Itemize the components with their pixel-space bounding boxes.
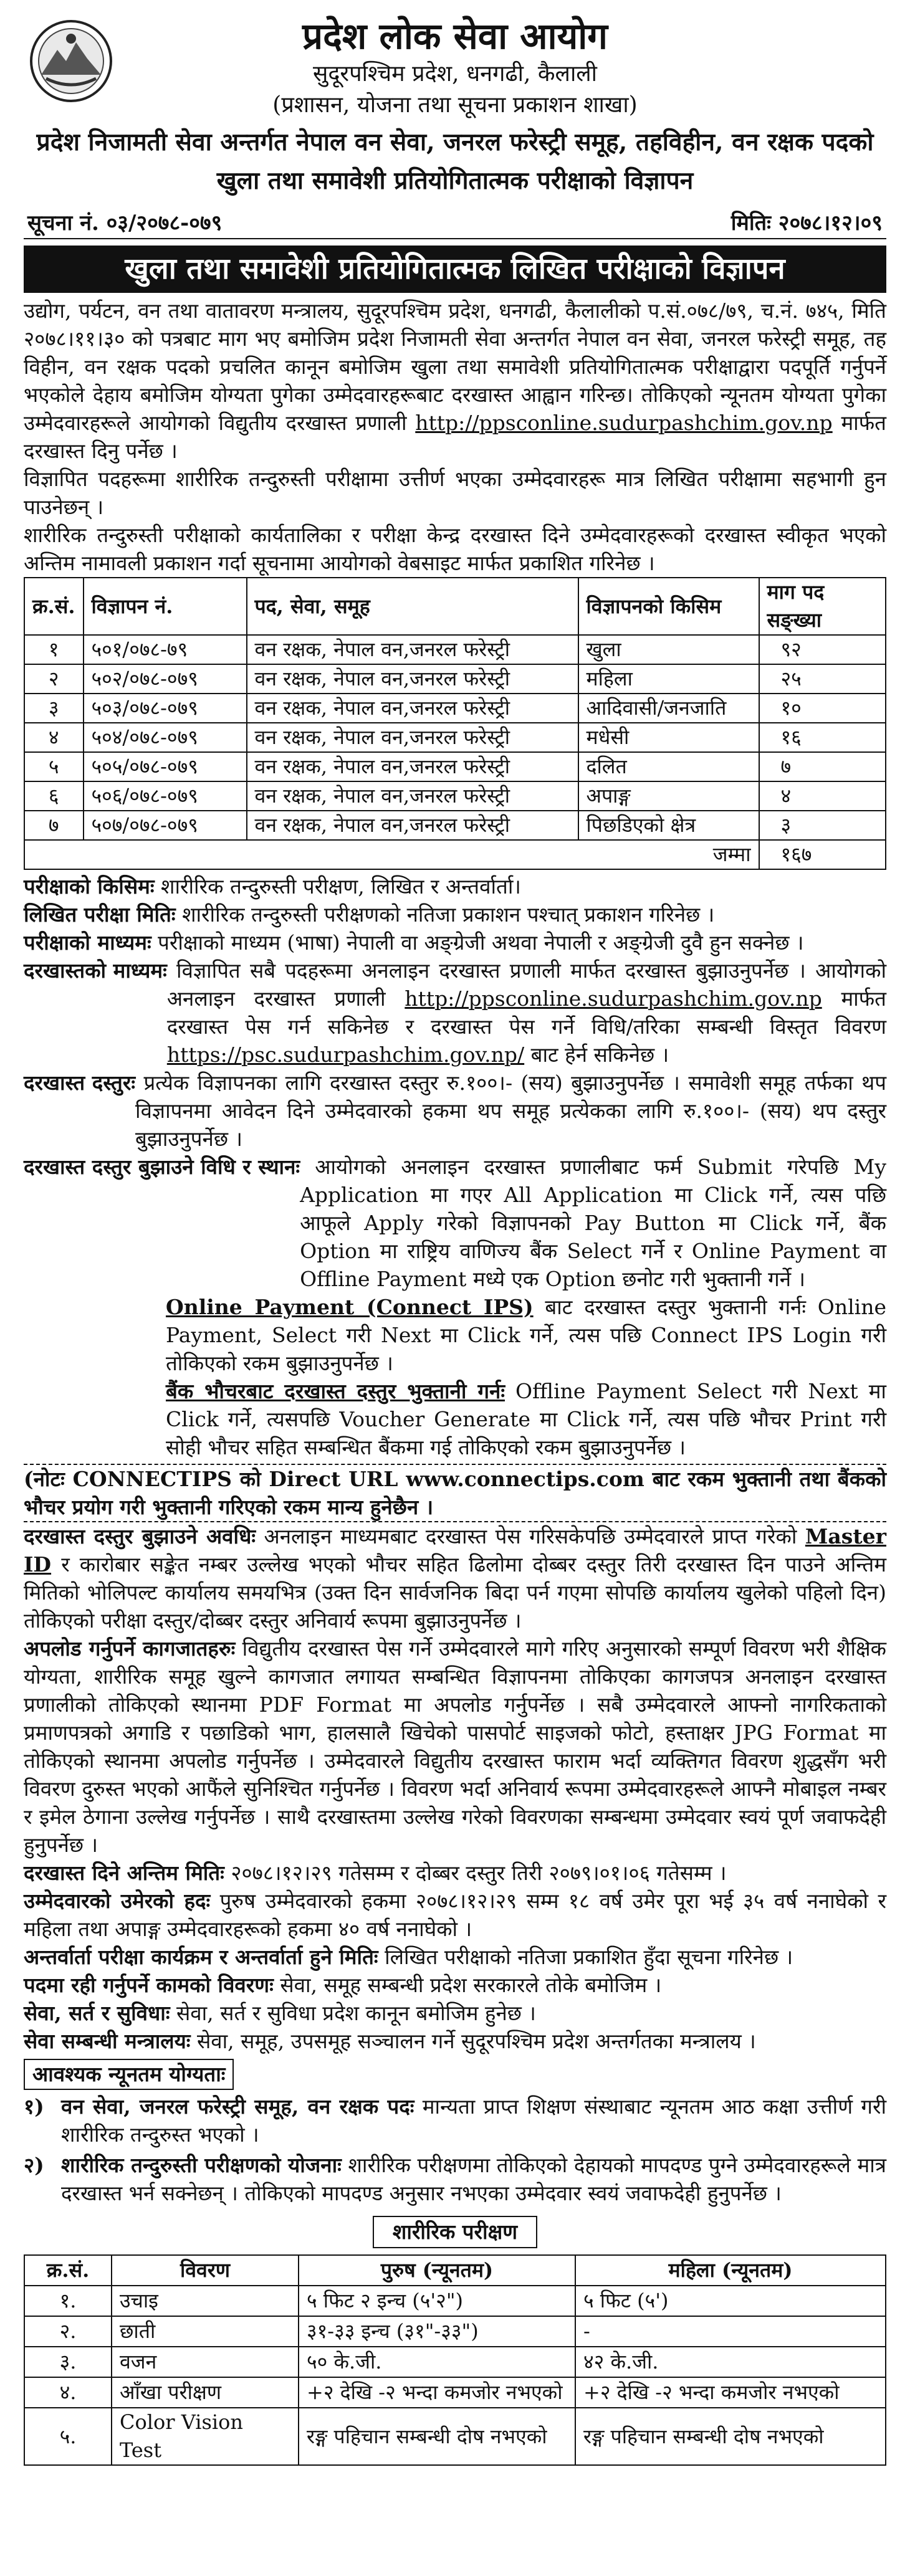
org-title: प्रदेश लोक सेवा आयोग <box>302 15 608 57</box>
fee-period: दरखास्त दस्तुर बुझाउने अवधिः अनलाइन माध्यमबाट दरखास्त पेस गरिसकेपछि उम्मेदवारले प्राप्त गरेको Master ID र कारोबार सङ्केत नम्बर उल्लेख भएको भौचर सहित ढिलोमा दोब्बर दस्तुर तिरी दरखास्त दिन पाउने अन्तिम मितिको भोलिपल्ट कार्यालय समयभित्र (उक्त दिन सार्वजनिक बिदा पर्न गएमा सोपछि कार्यालय खुलेको पहिलो दिन) तोकिएको परीक्षा दस्तुर/दोब्बर दस्तुर अनिवार्य रूपमा बुझाउनुपर्नेछ । <box>24 1524 886 1633</box>
org-branch: (प्रशासन, योजना तथा सूचना प्रकाशन शाखा) <box>272 92 638 118</box>
vacancy-cell: २५ <box>759 664 886 694</box>
physical-cell: ३१-३३ इन्च (३१"-३३") <box>299 2316 575 2347</box>
vacancy-cell: ५०७/०७८-०७९ <box>84 811 247 840</box>
vacancy-cell: ९२ <box>759 635 886 664</box>
physical-cell: +२ देखि -२ भन्दा कमजोर नभएको <box>299 2377 575 2408</box>
physical-cell: २. <box>24 2316 112 2347</box>
physical-cell: ५ फिट (५') <box>575 2286 886 2316</box>
col-header: क्र.सं. <box>24 2255 112 2286</box>
col-header: माग पद सङ्ख्या <box>759 578 886 635</box>
exam-medium: परीक्षाको माध्यमः परीक्षाको माध्यम (भाषा) नेपाली वा अङ्ग्रेजी अथवा नेपाली र अङ्ग्रेजी दुवै हुन सक्नेछ । <box>24 930 804 955</box>
vacancy-cell: वन रक्षक, नेपाल वन,जनरल फरेस्ट्री <box>247 752 578 781</box>
physical-cell: ५. <box>24 2408 112 2465</box>
vacancy-row <box>24 723 886 752</box>
col-header: महिला (न्यूनतम) <box>575 2255 886 2286</box>
physical-cell: ५० के.जी. <box>299 2347 575 2377</box>
fee-method: दरखास्त दस्तुर बुझाउने विधि र स्थानः आयोगको अनलाइन दरखास्त प्रणालीबाट फर्म Submit गरेपछि My Application मा गएर All Application मा Click गर्ने, त्यस पछि आफूले Apply गरेको विज्ञापनको Pay Button मा Click गर्ने, बैंक Option मा राष्ट्रिय वाणिज्य बैंक Select गर्ने र Online Payment वा Offline Payment मध्ये एक Option छनोट गरी भुक्तानी गर्ने । <box>24 1155 886 1291</box>
vacancy-cell: पिछडिएको क्षेत्र <box>578 811 759 840</box>
physical-cell: उचाइ <box>112 2286 299 2316</box>
physical-test-title: शारीरिक परीक्षण <box>24 2216 886 2248</box>
intro-para-2: विज्ञापित पदहरूमा शारीरिक तन्दुरुस्ती परीक्षामा उत्तीर्ण भएका उम्मेदवारहरू मात्र लिखित परीक्षामा सहभागी हुन पाउनेछन् । <box>24 467 886 519</box>
vacancy-cell: ४ <box>24 723 84 752</box>
interview: अन्तर्वार्ता परीक्षा कार्यक्रम र अन्तर्वार्ता हुने मितिः लिखित परीक्षाको नतिजा प्रकाशित हुँदा सूचना गरिनेछ । <box>24 1945 793 1969</box>
vacancy-cell: १६ <box>759 723 886 752</box>
vacancy-cell: ३ <box>24 694 84 723</box>
vacancy-cell: आदिवासी/जनजाति <box>578 694 759 723</box>
payment-note: (नोटः CONNECTIPS को Direct URL www.connectips.com बाट रकम भुक्तानी तथा बैंकको भौचर प्रयोग गरी भुक्तानी गरिएको रकम मान्य हुनेछैन । <box>24 1464 886 1522</box>
vacancy-row <box>24 811 886 840</box>
vacancy-cell: वन रक्षक, नेपाल वन,जनरल फरेस्ट्री <box>247 635 578 664</box>
vacancy-row <box>24 664 886 694</box>
deadline: दरखास्त दिने अन्तिम मितिः २०७८।१२।२९ गतेसम्म र दोब्बर दस्तुर तिरी २०७९।०१।०६ गतेसम्म । <box>24 1861 727 1885</box>
ad-title-line2: खुला तथा समावेशी प्रतियोगितात्मक परीक्षाको विज्ञापन <box>216 166 694 195</box>
vacancy-row <box>24 635 886 664</box>
vacancy-cell: ५०३/०७८-०७९ <box>84 694 247 723</box>
vacancy-header-row <box>24 578 886 635</box>
exam-type: परीक्षाको किसिमः शारीरिक तन्दुरुस्ती परीक्षण, लिखित र अन्तर्वार्ता। <box>24 874 521 899</box>
physical-cell: +२ देखि -२ भन्दा कमजोर नभएको <box>575 2377 886 2408</box>
vacancy-table <box>24 577 886 870</box>
intro-para-1: उद्योग, पर्यटन, वन तथा वातावरण मन्त्रालय, सुदूरपश्चिम प्रदेश, धनगढी, कैलालीको प.सं.०७८/७९, च.नं. ७४५, मिति २०७८।११।३० को पत्रबाट माग भए बमोजिम प्रदेश निजामती सेवा अन्तर्गत नेपाल वन सेवा, जनरल फरेस्ट्री समूह, तह विहीन, वन रक्षक पदको प्रचलित कानून बमोजिम खुला तथा समावेशी प्रतियोगितात्मक परीक्षाद्वारा पदपूर्ति गर्नुपर्ने भएकोले देहाय बमोजिम योग्यता पुगेका उम्मेदवारहरूबाट दरखास्त आह्वान गरिन्छ। तोकिएको न्यूनतम योग्यता पुगेका उम्मेदवारहरूले आयोगको विद्युतीय दरखास्त प्रणाली http://ppsconline.sudurpashchim.gov.np मार्फत दरखास्त दिनु पर्नेछ । <box>24 298 886 463</box>
written-date: लिखित परीक्षा मितिः शारीरिक तन्दुरुस्ती परीक्षणको नतिजा प्रकाशन पश्चात् प्रकाशन गरिनेछ । <box>24 902 715 927</box>
physical-row <box>24 2286 886 2316</box>
voucher-payment: बैंक भौचरबाट दरखास्त दस्तुर भुक्तानी गर्नः Offline Payment Select गरी Next मा Click गर्ने, त्यसपछि Voucher Generate मा Click गर्ने, त्यस पछि भौचर Print गरी सोही भौचर सहित सम्बन्धित बैंकमा गई तोकिएको रकम बुझाउनुपर्नेछ । <box>166 1379 886 1459</box>
physical-cell: वजन <box>112 2347 299 2377</box>
vacancy-cell: १० <box>759 694 886 723</box>
duties: पदमा रही गर्नुपर्ने कामको विवरणः सेवा, समूह सम्बन्धी प्रदेश सरकारले तोके बमोजिम । <box>24 1973 662 1997</box>
vacancy-cell: वन रक्षक, नेपाल वन,जनरल फरेस्ट्री <box>247 664 578 694</box>
vacancy-cell: ५०१/०७८-७९ <box>84 635 247 664</box>
physical-row <box>24 2377 886 2408</box>
ministry: सेवा सम्बन्धी मन्त्रालयः सेवा, समूह, उपसमूह सञ्चालन गर्ने सुदूरपश्चिम प्रदेश अन्तर्गतका मन्त्रालय । <box>24 2029 756 2053</box>
physical-cell: रङ्ग पहिचान सम्बन्धी दोष नभएको <box>575 2408 886 2465</box>
physical-cell: ५ फिट २ इन्च (५'२") <box>299 2286 575 2316</box>
vacancy-cell: ७ <box>759 752 886 781</box>
physical-cell: Color Vision Test <box>112 2408 299 2465</box>
vacancy-cell: ५०५/०७८-०७९ <box>84 752 247 781</box>
vacancy-cell: ४ <box>759 781 886 811</box>
ad-title-line1: प्रदेश निजामती सेवा अन्तर्गत नेपाल वन सेवा, जनरल फरेस्ट्री समूह, तहविहीन, वन रक्षक पदको <box>36 128 874 156</box>
vacancy-cell: ५०४/०७८-०७९ <box>84 723 247 752</box>
col-header: विज्ञापनको किसिम <box>578 578 759 635</box>
vacancy-cell: ६ <box>24 781 84 811</box>
vacancy-cell: मधेसी <box>578 723 759 752</box>
col-header: विवरण <box>112 2255 299 2286</box>
col-header: क्र.सं. <box>24 578 84 635</box>
physical-row <box>24 2347 886 2377</box>
total-label: जम्मा <box>24 840 759 869</box>
vacancy-cell: दलित <box>578 752 759 781</box>
online-portal-link-2[interactable]: http://ppsconline.sudurpashchim.gov.np <box>405 986 822 1011</box>
vacancy-cell: २ <box>24 664 84 694</box>
details <box>24 872 886 2055</box>
vacancy-cell: वन रक्षक, नेपाल वन,जनरल फरेस्ट्री <box>247 811 578 840</box>
physical-cell: - <box>575 2316 886 2347</box>
qualification-item: २) शारीरिक तन्दुरुस्ती परीक्षणको योजनाः शारीरिक परीक्षणमा तोकिएको देहायको मापदण्ड पुग्ने उम्मेदवारहरूले मात्र दरखास्त भर्न सक्नेछन् । तोकिएको मापदण्ड अनुसार नभएका उम्मेदवार स्वयं जवाफदेही हुनुपर्नेछ । <box>24 2153 886 2205</box>
vacancy-cell: महिला <box>578 664 759 694</box>
government-emblem-icon <box>27 17 115 105</box>
vacancy-cell: ७ <box>24 811 84 840</box>
vacancy-cell: वन रक्षक, नेपाल वन,जनरल फरेस्ट्री <box>247 723 578 752</box>
col-header: पुरुष (न्यूनतम) <box>299 2255 575 2286</box>
vacancy-cell: ३ <box>759 811 886 840</box>
psc-website-link[interactable]: https://psc.sudurpashchim.gov.np/ <box>166 1042 525 1067</box>
col-header: विज्ञापन नं. <box>84 578 247 635</box>
col-header: पद, सेवा, समूह <box>247 578 578 635</box>
vacancy-row <box>24 694 886 723</box>
physical-cell: रङ्ग पहिचान सम्बन्धी दोष नभएको <box>299 2408 575 2465</box>
physical-cell: ४. <box>24 2377 112 2408</box>
physical-cell: आँखा परीक्षण <box>112 2377 299 2408</box>
org-address: सुदूरपश्चिम प्रदेश, धनगढी, कैलाली <box>312 61 598 87</box>
intro <box>24 297 886 577</box>
physical-cell: ४२ के.जी. <box>575 2347 886 2377</box>
vacancy-cell: अपाङ्ग <box>578 781 759 811</box>
physical-test-table <box>24 2254 886 2466</box>
physical-row <box>24 2408 886 2465</box>
application-medium: दरखास्तको माध्यमः विज्ञापित सबै पदहरूमा अनलाइन दरखास्त प्रणाली मार्फत दरखास्त बुझाउनुपर्नेछ । आयोगको अनलाइन दरखास्त प्रणाली http://ppsconline.sudurpashchim.gov.np मार्फत दरखास्त पेस गर्न सकिनेछ र दरखास्त पेस गर्ने विधि/तरिका सम्बन्धी विस्तृत विवरण https://psc.sudurpashchim.gov.np/ बाट हेर्न सकिनेछ । <box>24 958 887 1067</box>
vacancy-cell: ५ <box>24 752 84 781</box>
header <box>24 14 886 208</box>
vacancy-cell: वन रक्षक, नेपाल वन,जनरल फरेस्ट्री <box>247 781 578 811</box>
vacancy-cell: खुला <box>578 635 759 664</box>
vacancy-cell: वन रक्षक, नेपाल वन,जनरल फरेस्ट्री <box>247 694 578 723</box>
age-limit: उम्मेदवारको उमेरको हदः पुरुष उम्मेदवारको हकमा २०७८।१२।२९ सम्म १८ वर्ष उमेर पूरा भई ३५ वर्ष ननाघेको र महिला तथा अपाङ्ग उम्मेदवारहरूको हकमा ४० वर्ष ननाघेको । <box>24 1889 886 1941</box>
service-terms: सेवा, सर्त र सुविधाः सेवा, सर्त र सुविधा प्रदेश कानून बमोजिम हुनेछ । <box>24 2001 536 2025</box>
qualification-item: १) वन सेवा, जनरल फरेस्ट्री समूह, वन रक्षक पदः मान्यता प्राप्त शिक्षण संस्थाबाट न्यूनतम आठ कक्षा उत्तीर्ण गरी शारीरिक तन्दुरुस्त भएको । <box>24 2094 887 2147</box>
vacancy-cell: ५०६/०७८-०७९ <box>84 781 247 811</box>
upload-documents: अपलोड गर्नुपर्ने कागजातहरुः विद्युतीय दरखास्त पेस गर्ने उम्मेदवारले मागे गरिए अनुसारको सम्पूर्ण विवरण भरी शैक्षिक योग्यता, शारीरिक समूह खुल्ने कागजात लगायत सम्बन्धित विज्ञापनमा तोकिएका कागजपत्र अनलाइन दरखास्त प्रणालीको तोकिएको स्थानमा PDF Format मा अपलोड गर्नुपर्नेछ । सबै उम्मेदवारले आफ्नो नागरिकताको प्रमाणपत्रको अगाडि र पछाडिको भाग, हालसालै खिचेको पासपोर्ट साइजको फोटो, हस्ताक्षर JPG Format मा तोकिएको स्थानमा अपलोड गर्नुपर्नेछ । उम्मेदवारले विद्युतीय दरखास्त फाराम भर्दा व्यक्तिगत विवरण शुद्धसँग भरी विवरण दुरुस्त भएको आफैंले सुनिश्चित गर्नुपर्नेछ । विवरण भर्दा अनिवार्य रूपमा उम्मेदवारहरूले आफ्नै मोबाइल नम्बर र इमेल ठेगाना उल्लेख गर्नुपर्नेछ । साथै दरखास्तमा उल्लेख गरेको विवरणका सम्बन्धमा उम्मेदवार स्वयं पूर्ण जवाफदेही हुनुपर्नेछ । <box>24 1636 886 1857</box>
physical-cell: छाती <box>112 2316 299 2347</box>
vacancy-cell: ५०२/०७८-०७९ <box>84 664 247 694</box>
physical-row <box>24 2316 886 2347</box>
intro-para-3: शारीरिक तन्दुरुस्ती परीक्षाको कार्यतालिका र परीक्षा केन्द्र दरखास्त दिने उम्मेदवारहरूको दरखास्त स्वीकृत भएको अन्तिम नामावली प्रकाशन गर्दा सूचनामा आयोगको वेबसाइट मार्फत प्रकाशित गरिनेछ । <box>24 523 886 575</box>
vacancy-total-row <box>24 840 886 869</box>
physical-header-row <box>24 2255 886 2286</box>
online-payment: Online Payment (Connect IPS) बाट दरखास्त दस्तुर भुक्तानी गर्नः Online Payment, Select गरी Next मा Click गर्ने, त्यस पछि Connect IPS Login गरी तोकिएको रकम बुझाउनुपर्नेछ । <box>166 1295 886 1375</box>
online-portal-link[interactable]: http://ppsconline.sudurpashchim.gov.np <box>415 411 833 435</box>
qualification-heading: आवश्यक न्यूनतम योग्यताः <box>24 2059 234 2090</box>
ad-banner: खुला तथा समावेशी प्रतियोगितात्मक लिखित परीक्षाको विज्ञापन <box>24 246 886 293</box>
notice-number: सूचना नं. ०३/२०७८-०७९ <box>27 211 223 236</box>
notice-meta <box>24 208 886 239</box>
vacancy-cell: १ <box>24 635 84 664</box>
notice-date: मितिः २०७८।१२।०९ <box>730 211 883 236</box>
physical-cell: १. <box>24 2286 112 2316</box>
application-fee: दरखास्त दस्तुरः प्रत्येक विज्ञापनका लागि दरखास्त दस्तुर रु.१००।- (सय) बुझाउनुपर्नेछ । समावेशी समूह तर्फका थप विज्ञापनमा आवेदन दिने उम्मेदवारको हकमा थप समूह प्रत्येकका लागि रु.१००।- (सय) थप दस्तुर बुझाउनुपर्नेछ । <box>24 1071 886 1151</box>
physical-cell: ३. <box>24 2347 112 2377</box>
vacancy-row <box>24 781 886 811</box>
vacancy-row <box>24 752 886 781</box>
total-value: १६७ <box>759 840 886 869</box>
